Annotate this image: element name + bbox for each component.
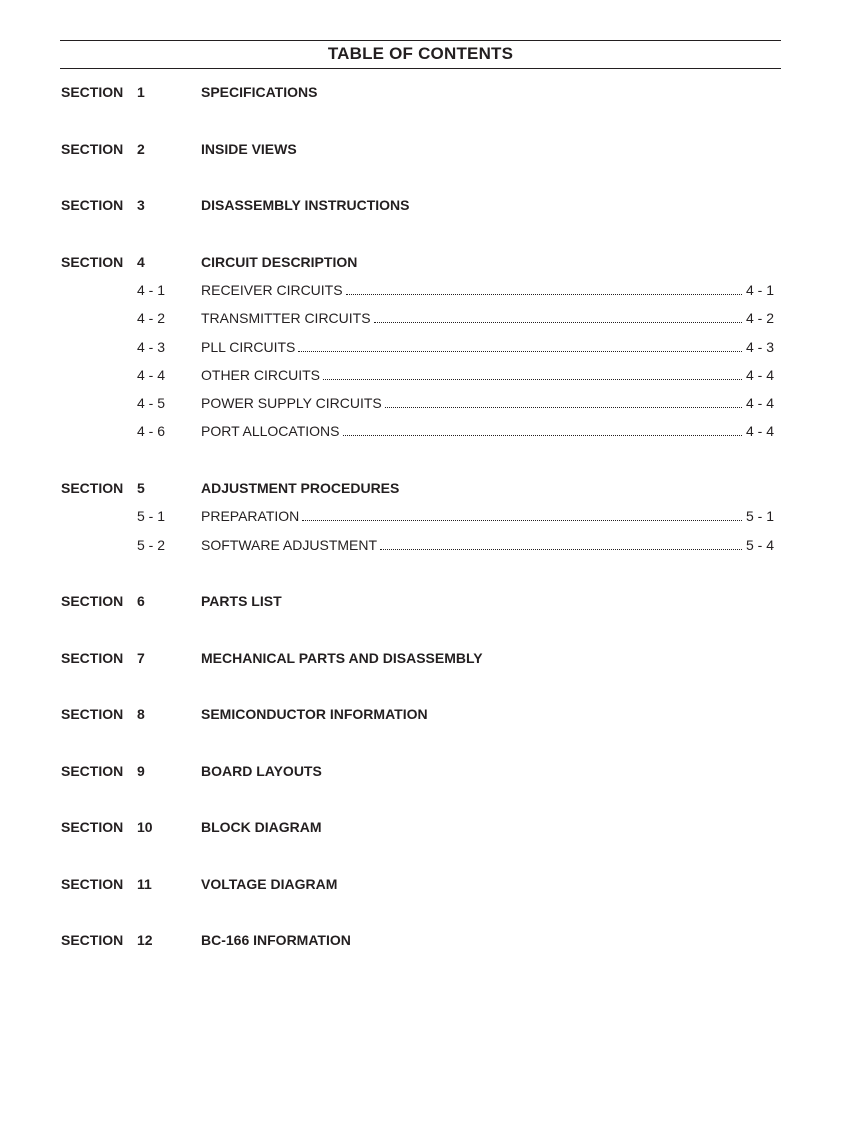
subsection-row[interactable] [0, 535, 841, 555]
page-number: 5 - 4 [745, 537, 774, 553]
section-label: SECTION [61, 706, 124, 722]
dot-leader [343, 435, 742, 436]
subsection-entry [201, 365, 774, 385]
section-title: BOARD LAYOUTS [201, 763, 322, 779]
section-number: 1 [137, 84, 145, 100]
subsection-title: OTHER CIRCUITS [201, 367, 320, 383]
dot-leader [323, 379, 742, 380]
subsection-title: SOFTWARE ADJUSTMENT [201, 537, 378, 553]
section-row[interactable] [0, 817, 841, 837]
dot-leader [346, 294, 742, 295]
section-row[interactable] [0, 252, 841, 272]
section-row[interactable] [0, 139, 841, 159]
subsection-title: POWER SUPPLY CIRCUITS [201, 395, 382, 411]
page-number: 4 - 3 [745, 339, 774, 355]
section-row[interactable] [0, 648, 841, 668]
subsection-number: 4 - 1 [137, 282, 166, 298]
page-title: TABLE OF CONTENTS [327, 44, 514, 63]
section-title: MECHANICAL PARTS AND DISASSEMBLY [201, 650, 483, 666]
section-row[interactable] [0, 761, 841, 781]
section-row[interactable] [0, 478, 841, 498]
subsection-number: 4 - 6 [137, 423, 166, 439]
subsection-row[interactable] [0, 280, 841, 300]
subsection-entry [201, 535, 774, 555]
section-label: SECTION [61, 593, 124, 609]
section-title: BC-166 INFORMATION [201, 932, 351, 948]
page-number: 4 - 4 [745, 395, 774, 411]
subsection-entry [201, 421, 774, 441]
subsection-entry [201, 506, 774, 526]
dot-leader [374, 322, 742, 323]
subsection-entry [201, 337, 774, 357]
section-label: SECTION [61, 254, 124, 270]
section-number: 5 [137, 480, 145, 496]
subsection-row[interactable] [0, 308, 841, 328]
section-number: 3 [137, 197, 145, 213]
section-title: SEMICONDUCTOR INFORMATION [201, 706, 428, 722]
subsection-entry [201, 308, 774, 328]
dot-leader [298, 351, 742, 352]
title-rule-bottom [60, 68, 781, 69]
section-number: 7 [137, 650, 145, 666]
subsection-row[interactable] [0, 393, 841, 413]
dot-leader [302, 520, 742, 521]
section-label: SECTION [61, 141, 124, 157]
section-number: 2 [137, 141, 145, 157]
subsection-title: TRANSMITTER CIRCUITS [201, 310, 371, 326]
section-number: 6 [137, 593, 145, 609]
section-label: SECTION [61, 932, 124, 948]
section-label: SECTION [61, 819, 124, 835]
section-label: SECTION [61, 650, 124, 666]
page-number: 5 - 1 [745, 508, 774, 524]
section-row[interactable] [0, 195, 841, 215]
subsection-number: 4 - 5 [137, 395, 166, 411]
section-title: SPECIFICATIONS [201, 84, 318, 100]
section-title: VOLTAGE DIAGRAM [201, 876, 338, 892]
subsection-row[interactable] [0, 365, 841, 385]
subsection-number: 4 - 4 [137, 367, 166, 383]
dot-leader [380, 549, 742, 550]
section-number: 10 [137, 819, 153, 835]
subsection-title: PLL CIRCUITS [201, 339, 296, 355]
subsection-number: 5 - 1 [137, 508, 166, 524]
title-rule-top [60, 40, 781, 41]
section-title: DISASSEMBLY INSTRUCTIONS [201, 197, 410, 213]
subsection-title: PORT ALLOCATIONS [201, 423, 340, 439]
subsection-number: 4 - 2 [137, 310, 166, 326]
section-label: SECTION [61, 763, 124, 779]
section-row[interactable] [0, 930, 841, 950]
subsection-entry [201, 393, 774, 413]
section-number: 12 [137, 932, 153, 948]
section-number: 9 [137, 763, 145, 779]
section-label: SECTION [61, 876, 124, 892]
subsection-row[interactable] [0, 506, 841, 526]
section-number: 11 [137, 876, 152, 892]
section-title: CIRCUIT DESCRIPTION [201, 254, 358, 270]
subsection-number: 5 - 2 [137, 537, 166, 553]
subsection-number: 4 - 3 [137, 339, 166, 355]
page-number: 4 - 4 [745, 367, 774, 383]
subsection-title: RECEIVER CIRCUITS [201, 282, 343, 298]
page-number: 4 - 2 [745, 310, 774, 326]
section-label: SECTION [61, 480, 124, 496]
section-row[interactable] [0, 874, 841, 894]
page-number: 4 - 4 [745, 423, 774, 439]
subsection-row[interactable] [0, 421, 841, 441]
section-label: SECTION [61, 84, 124, 100]
section-number: 8 [137, 706, 145, 722]
subsection-row[interactable] [0, 337, 841, 357]
subsection-entry [201, 280, 774, 300]
page-number: 4 - 1 [745, 282, 774, 298]
section-title: BLOCK DIAGRAM [201, 819, 322, 835]
section-number: 4 [137, 254, 145, 270]
section-title: INSIDE VIEWS [201, 141, 297, 157]
section-row[interactable] [0, 591, 841, 611]
section-label: SECTION [61, 197, 124, 213]
section-row[interactable] [0, 704, 841, 724]
section-row[interactable] [0, 82, 841, 102]
dot-leader [385, 407, 742, 408]
section-title: ADJUSTMENT PROCEDURES [201, 480, 400, 496]
subsection-title: PREPARATION [201, 508, 300, 524]
section-title: PARTS LIST [201, 593, 282, 609]
